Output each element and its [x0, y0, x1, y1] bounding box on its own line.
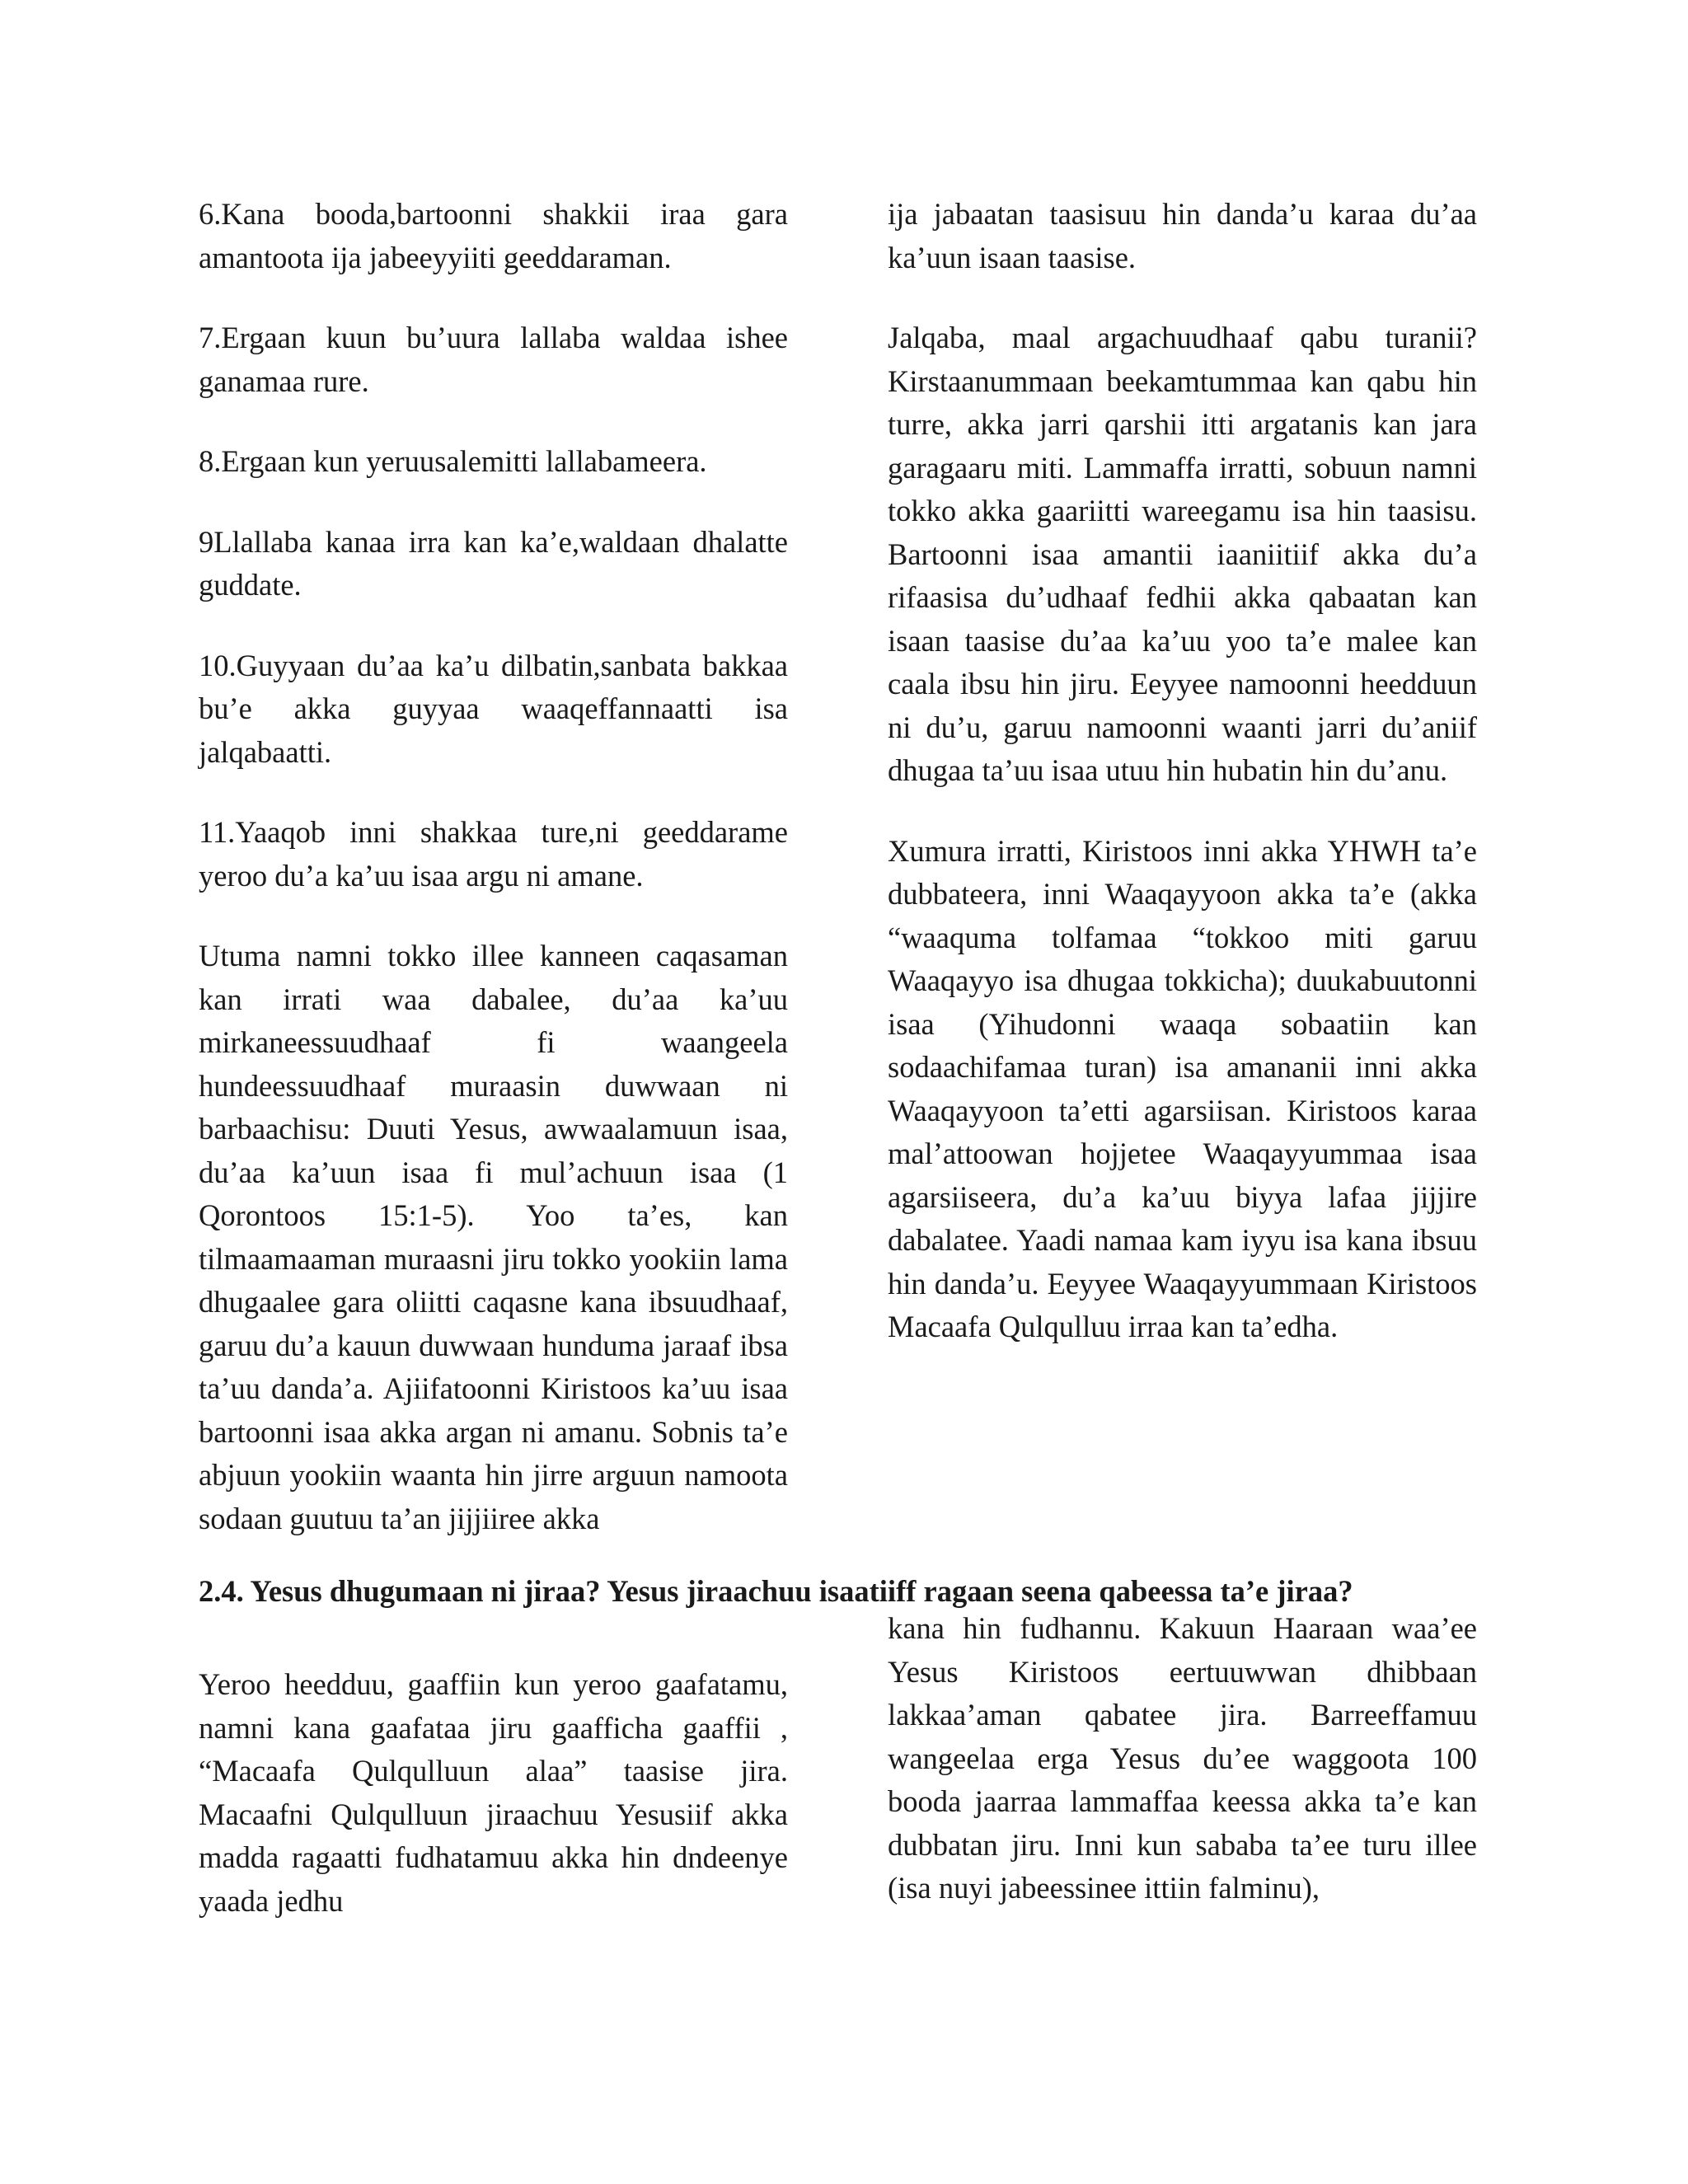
paragraph-point-11: 11.Yaaqob inni shakkaa ture,ni geeddarame yeroo du’a ka’uu isaa argu ni amane.: [199, 815, 788, 893]
section-heading: 2.4. Yesus dhugumaan ni jiraa? Yesus jiraachuu isaatiiff ragaan seena qabeessa ta’e jiraa?: [199, 1574, 1353, 1608]
paragraph-continuation: ija jabaatan taasisuu hin danda’u karaa du’aa ka’uun isaan taasise.: [888, 197, 1477, 274]
paragraph-point-10: 10.Guyyaan du’aa ka’u dilbatin,sanbata bakkaa bu’e akka guyyaa waaqeffannaatti isa jalqabaatti.: [199, 648, 788, 769]
paragraph-body-jalqaba: Jalqaba, maal argachuudhaaf qabu turanii? Kirstaanummaan beekamtummaa kan qabu hin turre, akka jarri qarshii itti argatanis kan jara garagaaru miti. Lammaffa irratti, sobuun namni tokko akka gaariitti wareegamu isa hin taasisu. Bartoonni isaa amantii iaaniitiif akka du’a rifaasisa du’udhaaf fedhii akka qabaatan kan isaan taasise du’aa ka’uu yoo ta’e malee kan caala ibsu hin jiru. Eeyyee namoonni heedduun ni du’u, garuu namoonni waanti jarri du’aniif dhugaa ta’uu isaa utuu hin hubatin hin du’anu.: [888, 321, 1477, 787]
paragraph-body-xumura: Xumura irratti, Kiristoos inni akka YHWH ta’e dubbateera, inni Waaqayyoon akka ta’e (akka “waaquma tolfamaa “tokkoo miti garuu Waaqayyo isa dhugaa tokkicha); duukabuutonni isaa (Yihudonni waaqa sobaatiin kan sodaachifamaa turan) isa amananii inni akka Waaqayyoon ta’etti agarsiisan. Kiristoos karaa mal’attoowan hojjetee Waaqayyummaa isaa agarsiiseera, du’a ka’uu biyya lafaa jijjire dabalatee. Yaadi namaa kam iyyu isa kana ibsuu hin danda’u. Eeyyee Waaqayyummaan Kiristoos Macaafa Qulqulluu irraa kan ta’edha.: [888, 833, 1477, 1343]
left-column-top: [199, 193, 788, 1540]
paragraph-point-7: 7.Ergaan kuun bu’uura lallaba waldaa ishee ganamaa rure.: [199, 321, 788, 398]
paragraph-body-kana: kana hin fudhannu. Kakuun Haaraan waa’ee Yesus Kiristoos eertuuwwan dhibbaan lakkaa’aman qabatee jira. Barreeffamuu wangeelaa erga Yesus du’ee waggoota 100 booda jaarraa lammaffaa keessa akka ta’e kan dubbatan jiru. Inni kun sababa ta’ee turu illee (isa nuyi jabeessinee ittiin falminu),: [888, 1611, 1477, 1905]
paragraph-body-utuma: Utuma namni tokko illee kanneen caqasaman kan irrati waa dabalee, du’aa ka’uu mirkaneessuudhaaf fi waangeela hundeessuudhaaf muraasin duwwaan ni barbaachisu: Duuti Yesus, awwaalamuun isaa, du’aa ka’uun isaa fi mul’achuun isaa (1 Qorontoos 15:1-5). Yoo ta’es, kan tilmaamaaman muraasni jiru tokko yookiin lama dhugaalee gara oliitti caqasne kana ibsuudhaaf, garuu du’a kauun duwwaan hunduma jaraaf ibsa ta’uu danda’a. Ajiifatoonni Kiristoos ka’uu isaa bartoonni isaa akka argan ni amanu. Sobnis ta’e abjuun yookiin waanta hin jirre arguun namoota sodaan guutuu ta’an jijjiiree akka: [199, 939, 788, 1535]
paragraph-body-yeroo: Yeroo heedduu, gaaffiin kun yeroo gaafatamu, namni kana gaafataa jiru gaafficha gaaffii , “Macaafa Qulqulluun alaa” taasise jira. Macaafni Qulqulluun jiraachuu Yesusiif akka madda ragaatti fudhatamuu akka hin dndeenye yaada jedhu: [199, 1667, 788, 1918]
paragraph-point-8: 8.Ergaan kun yeruusalemitti lallabameera.: [199, 444, 707, 478]
right-column-bottom: [888, 1607, 1477, 1910]
paragraph-point-9: 9Llallaba kanaa irra kan ka’e,waldaan dhalatte guddate.: [199, 524, 788, 602]
right-column-top: [888, 193, 1477, 1349]
paragraph-point-6: 6.Kana booda,bartoonni shakkii iraa gara amantoota ija jabeeyyiiti geeddaraman.: [199, 197, 788, 274]
left-column-bottom: [199, 1663, 788, 1923]
